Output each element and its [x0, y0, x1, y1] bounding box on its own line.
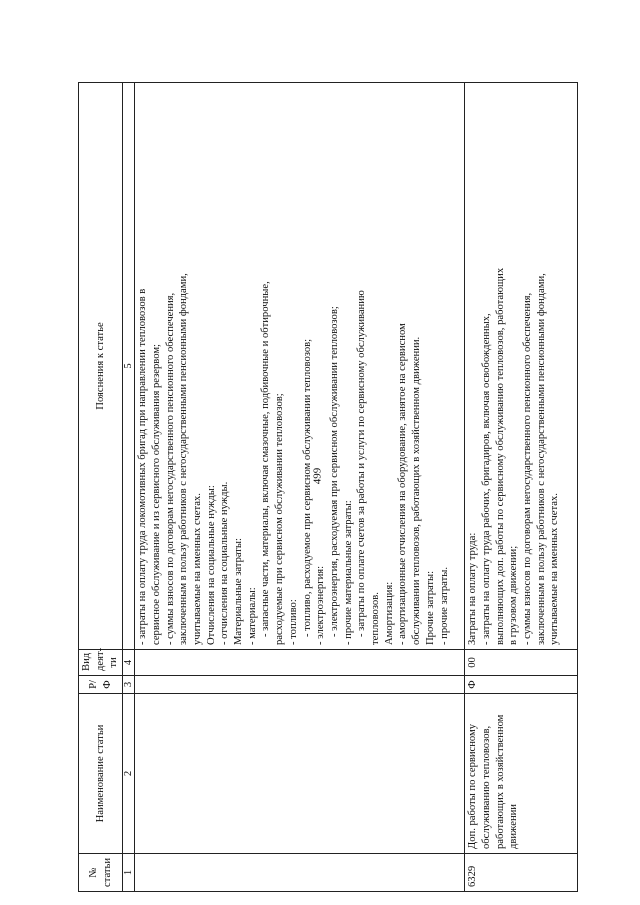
note-line: Амортизация: — [383, 581, 395, 645]
column-number: 1 — [123, 854, 135, 892]
header-activity: Вид деят-ти — [79, 650, 123, 676]
note-line: - материалы: — [246, 587, 258, 645]
row-num: 6329 — [465, 854, 578, 892]
row-name: Доп. работы по сервисному обслуживанию тепловозов, работающих в хозяйственном движении — [465, 694, 578, 854]
page-number: 499 — [311, 467, 324, 485]
row-activity — [135, 650, 465, 676]
note-line: в грузовом движении; — [508, 545, 520, 645]
header-row — [79, 83, 123, 892]
header-num: № статьи — [79, 854, 123, 892]
note-line: выполняющих доп. работы по сервисному обслуживанию тепловозов, работающих — [494, 267, 506, 645]
column-number: 2 — [123, 694, 135, 854]
note-line: - затраты по оплате счетов за работы и услуги по сервисному обслуживанию — [356, 290, 368, 637]
row-rf: Ф — [465, 676, 578, 694]
column-number: 3 — [123, 676, 135, 694]
column-number: 5 — [123, 83, 135, 650]
note-line: тепловозов. — [370, 592, 382, 645]
note-line: учитываемые на именных счетах. — [549, 493, 561, 645]
note-line: заключенным в пользу работников с негосударственными пенсионными фондами, — [178, 273, 190, 645]
note-line: - электроэнергия: — [315, 565, 327, 645]
note-line: - прочие материальные затраты: — [342, 500, 354, 645]
note-line: сервисное обслуживание и из сервисного обслуживания резервом; — [150, 344, 162, 645]
row-name — [135, 694, 465, 854]
column-number: 4 — [123, 650, 135, 676]
note-line: обслуживании тепловозов, работающих в хозяйственном движении. — [411, 336, 423, 645]
note-line: Затраты на оплату труда: — [467, 532, 479, 645]
document-page — [78, 82, 578, 892]
column-number-row — [123, 83, 135, 892]
note-line: заключенным в пользу работников с негосударственными пенсионными фондами, — [535, 273, 547, 645]
note-line: учитываемые на именных счетах. — [191, 493, 203, 645]
table-row — [465, 83, 578, 892]
note-line: - прочие затраты. — [438, 566, 450, 645]
row-rf — [135, 676, 465, 694]
note-line: - топливо: — [287, 599, 299, 645]
row-num — [135, 854, 465, 892]
row-notes — [135, 83, 465, 650]
note-line: - топливо, расходуемое при сервисном обслуживании тепловозов; — [301, 338, 313, 637]
row-notes — [465, 83, 578, 650]
articles-table — [78, 82, 578, 892]
note-line: - суммы взносов по договорам негосударственного пенсионного обеспечения, — [521, 292, 533, 645]
header-rf: Р/ Ф — [79, 676, 123, 694]
note-line: Прочие затраты: — [424, 570, 436, 645]
note-line: - затраты на оплату труда локомотивных бригад при направлении тепловозов в — [137, 288, 149, 645]
note-line: - электроэнергия, расходуемая при сервисном обслуживании тепловозов; — [328, 306, 340, 637]
note-line: - суммы взносов по договорам негосударственного пенсионного обеспечения, — [164, 292, 176, 645]
note-line: - отчисления на социальные нужды. — [219, 481, 231, 645]
note-line: Материальные затраты: — [233, 538, 245, 645]
table-row — [135, 83, 465, 892]
header-notes: Пояснения к статье — [79, 83, 123, 650]
note-line: расходуемые при сервисном обслуживании тепловозов; — [274, 393, 286, 645]
note-line: Отчисления на социальные нужды: — [205, 485, 217, 645]
row-activity: 00 — [465, 650, 578, 676]
note-line: - затраты на оплату труда рабочих, бригадиров, включая освобожденных, — [480, 313, 492, 645]
note-line: - запасные части, материалы, включая смазочные, подбивочные и обтирочные, — [260, 281, 272, 637]
note-line: - амортизационные отчисления на оборудование, занятое на сервисном — [397, 323, 409, 645]
header-name: Наименование статьи — [79, 694, 123, 854]
